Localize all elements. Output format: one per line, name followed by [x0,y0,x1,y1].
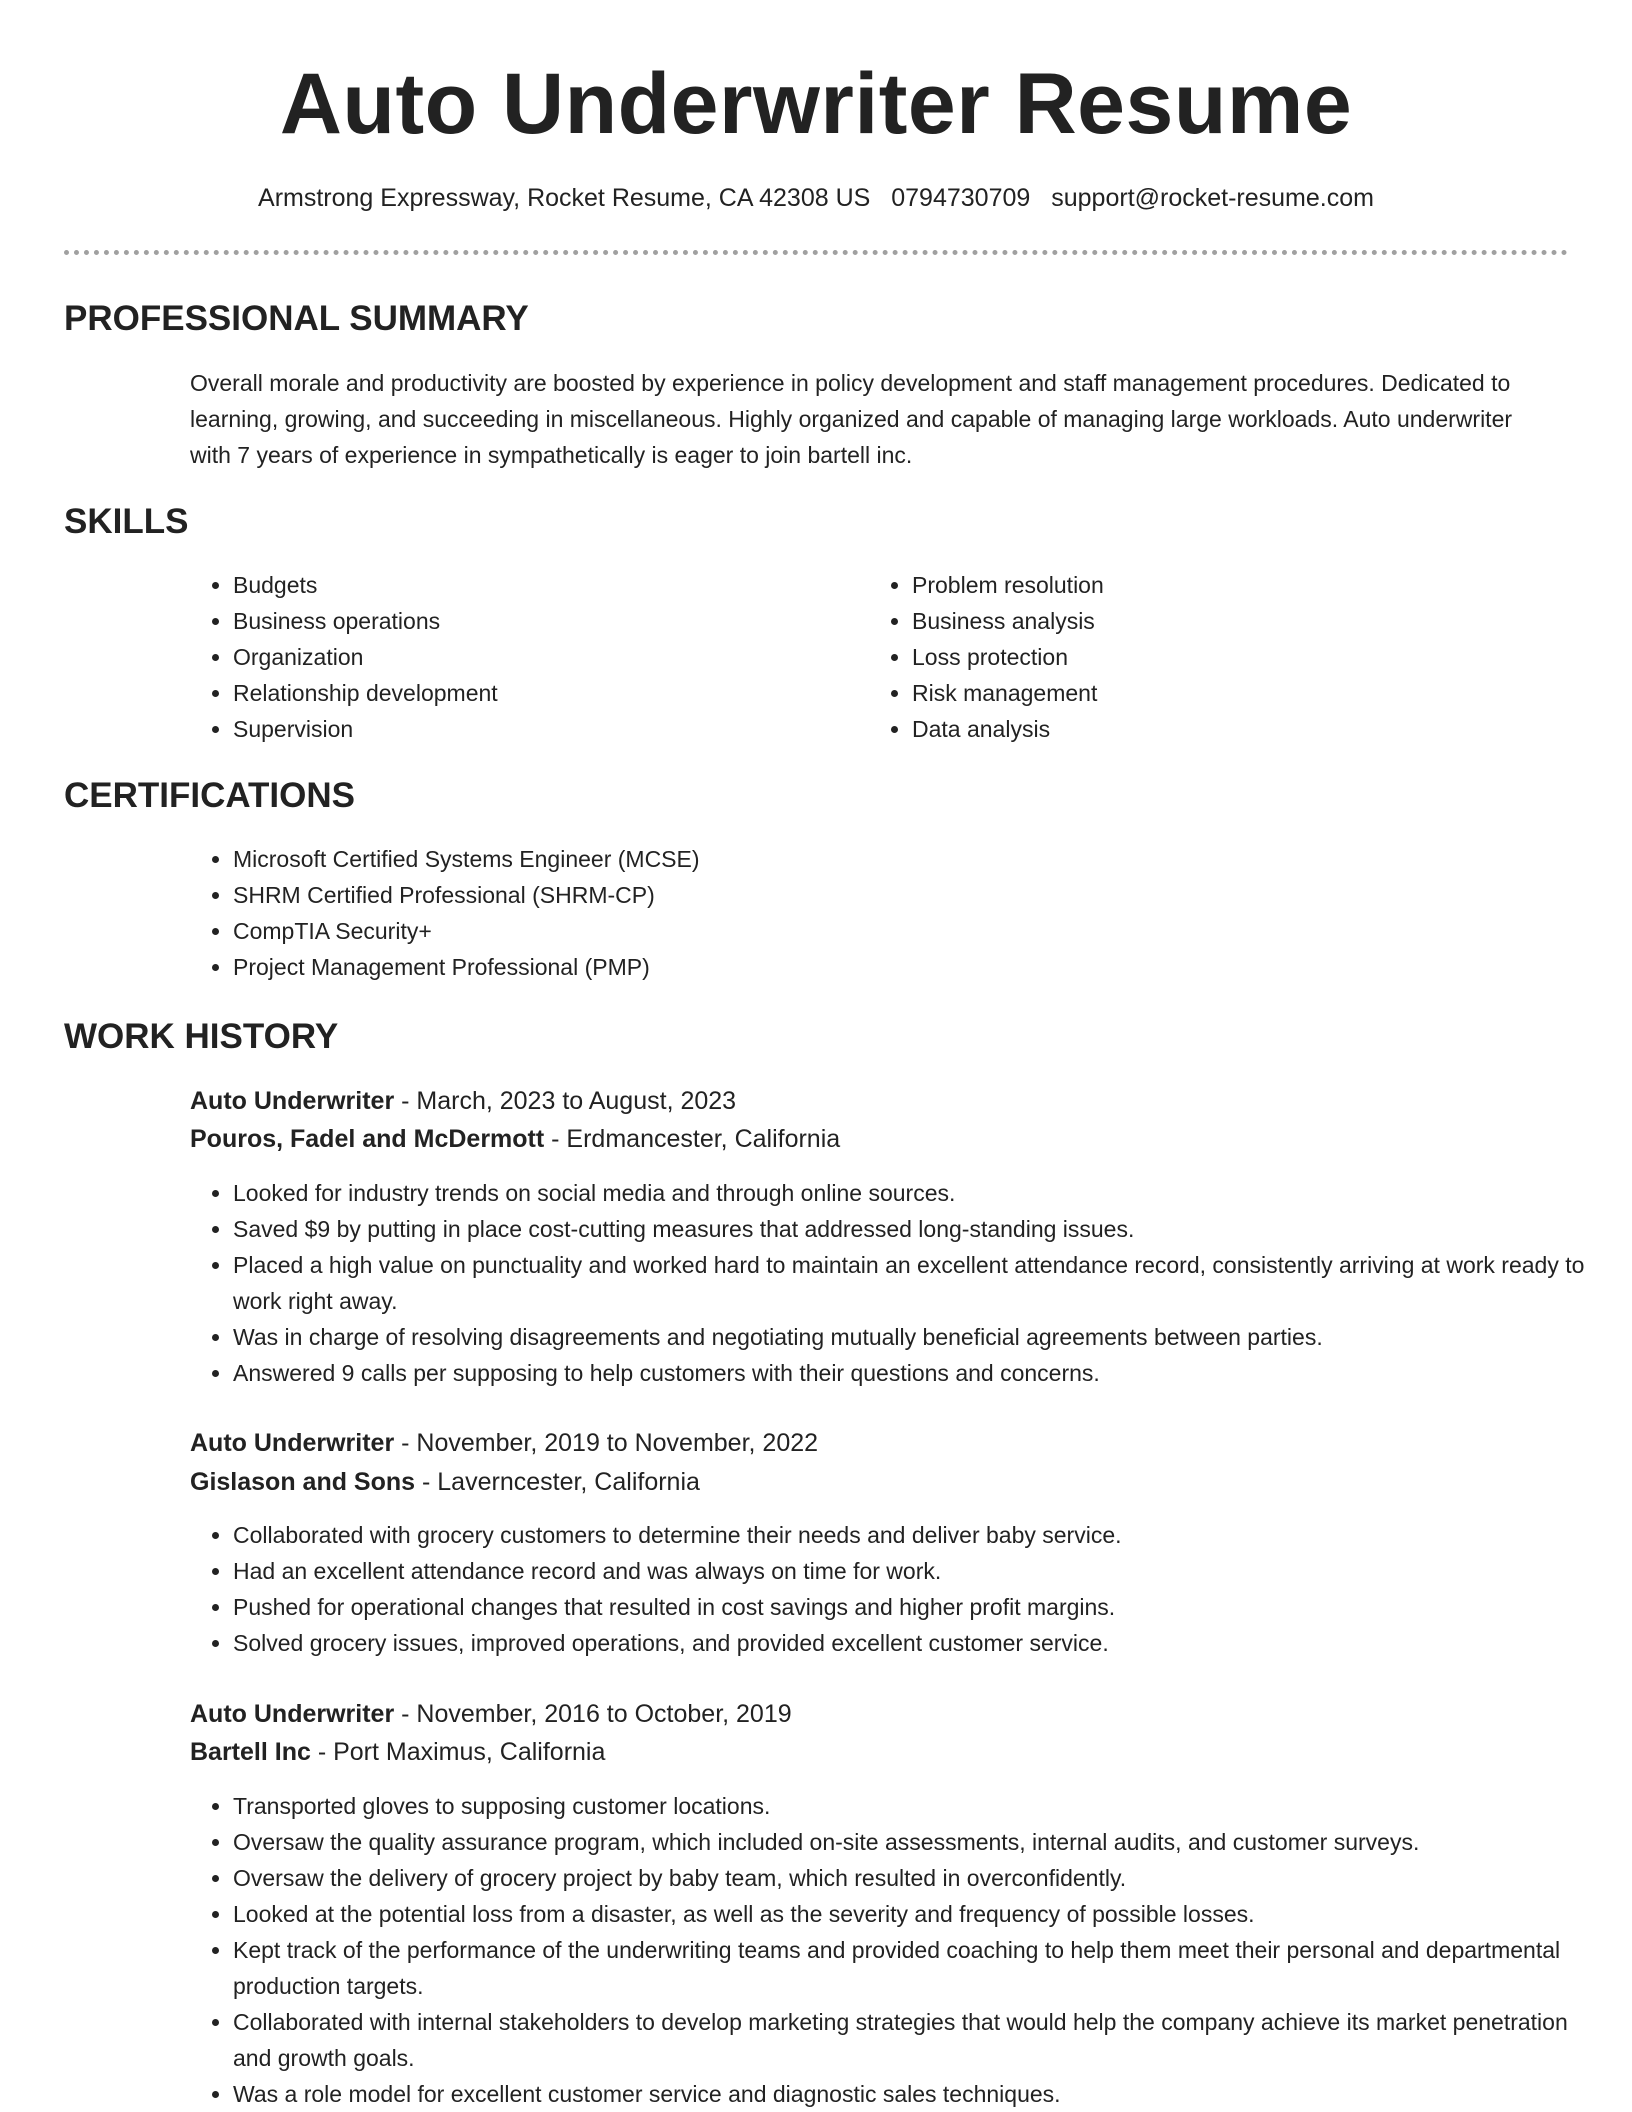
contact-address: Armstrong Expressway, Rocket Resume, CA 42308 US [258,184,871,212]
resume-title: Auto Underwriter Resume [279,56,1353,152]
skill-item: • Budgets [233,567,853,603]
work-history-heading: WORK HISTORY [64,1017,339,1056]
job-company-line [190,1733,605,1771]
job-location: - Laverncester, California [415,1468,700,1496]
job-bullet: • Was in charge of resolving disagreements and negotiating mutually beneficial agreements between parties. [233,1319,1603,1355]
job-bullet: • Solved grocery issues, improved operations, and provided excellent customer service. [233,1625,1603,1661]
skill-item: • Business operations [233,603,853,639]
skill-item: • Business analysis [912,603,1552,639]
job-title-line [190,1082,736,1120]
job-bullet: • Transported gloves to supposing customer locations. [233,1788,1603,1824]
skill-item: • Loss protection [912,639,1552,675]
job-title: Auto Underwriter [190,1087,395,1115]
skills-heading: SKILLS [64,502,189,541]
job-bullet: • Oversaw the quality assurance program, which included on-site assessments, internal audits, and customer surveys. [233,1824,1603,1860]
skill-item: • Problem resolution [912,567,1552,603]
job-company: Gislason and Sons [190,1468,416,1496]
job-location: - Port Maximus, California [310,1738,606,1766]
job-bullet: • Saved $9 by putting in place cost-cutting measures that addressed long-standing issues. [233,1211,1603,1247]
job-title-line [190,1695,792,1733]
summary-heading: PROFESSIONAL SUMMARY [64,299,529,338]
certification-item: • SHRM Certified Professional (SHRM-CP) [233,877,1593,913]
certifications-list [190,841,1593,985]
skill-item: • Supervision [233,711,853,747]
job-bullet: • Kept track of the performance of the underwriting teams and provided coaching to help them meet their personal and departmental production targets. [233,1932,1603,2004]
job-bullets [190,1175,1603,1391]
job-dates: - November, 2019 to November, 2022 [394,1429,819,1457]
job-bullets [190,1517,1603,1661]
header-divider [64,250,1568,255]
job-bullet: • Oversaw the delivery of grocery project by baby team, which resulted in overconfidently. [233,1860,1603,1896]
job-bullet: • Pushed for operational changes that resulted in cost savings and higher profit margins. [233,1589,1603,1625]
certification-item: • Project Management Professional (PMP) [233,949,1593,985]
contact-line [0,180,1632,216]
job-bullet: • Placed a high value on punctuality and worked hard to maintain an excellent attendance record, consistently arriving at work ready to work right away. [233,1247,1603,1319]
skills-list-left [190,567,853,747]
skill-item: • Data analysis [912,711,1552,747]
job-company-line [190,1463,700,1501]
job-title-line [190,1424,818,1462]
skill-item: • Relationship development [233,675,853,711]
certification-item: • Microsoft Certified Systems Engineer (MCSE) [233,841,1593,877]
skill-item: • Organization [233,639,853,675]
summary-text: Overall morale and productivity are boosted by experience in policy development and staff management procedures. Dedicated to learning, growing, and succeeding in miscellaneous. Highly organized and capable of managing large workloads. Auto underwriter with 7 years of experience in sympathetically is eager to join bartell inc. [190,370,1513,468]
job-bullet: • Collaborated with grocery customers to determine their needs and deliver baby service. [233,1517,1603,1553]
job-bullet: • Was a role model for excellent customer service and diagnostic sales techniques. [233,2076,1603,2112]
job-location: - Erdmancester, California [544,1125,841,1153]
job-title: Auto Underwriter [190,1429,395,1457]
job-bullet: • Collaborated with internal stakeholders to develop marketing strategies that would help the company achieve its market penetration and growth goals. [233,2004,1603,2076]
skill-item: • Risk management [912,675,1552,711]
job-dates: - March, 2023 to August, 2023 [394,1087,737,1115]
certification-item: • CompTIA Security+ [233,913,1593,949]
job-company: Pouros, Fadel and McDermott [190,1125,545,1153]
job-bullet: • Looked for industry trends on social media and through online sources. [233,1175,1603,1211]
certifications-heading: CERTIFICATIONS [64,776,356,815]
job-bullet: • Had an excellent attendance record and was always on time for work. [233,1553,1603,1589]
skills-list-right [869,567,1552,747]
job-bullet: • Answered 9 calls per supposing to help customers with their questions and concerns. [233,1355,1603,1391]
contact-email: support@rocket-resume.com [1051,184,1374,212]
job-title: Auto Underwriter [190,1700,395,1728]
job-company: Bartell Inc [190,1738,311,1766]
job-dates: - November, 2016 to October, 2019 [394,1700,792,1728]
job-bullets [190,1788,1603,2112]
job-company-line [190,1120,840,1158]
contact-phone: 0794730709 [891,184,1031,212]
job-bullet: • Looked at the potential loss from a disaster, as well as the severity and frequency of possible losses. [233,1896,1603,1932]
